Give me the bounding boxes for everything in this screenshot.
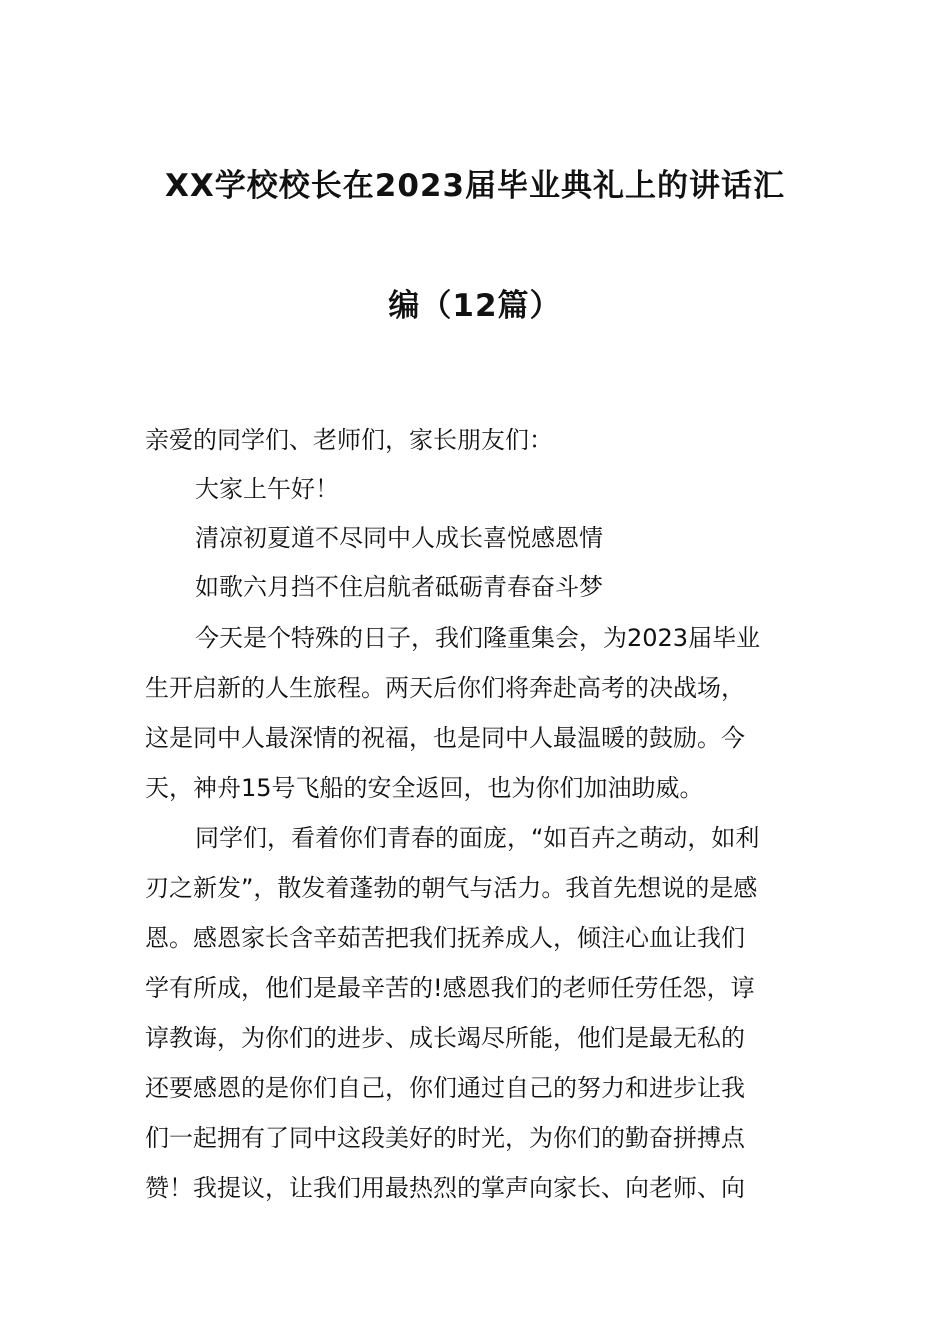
body-text-line: 这是同中人最深情的祝福，也是同中人最温暖的鼓励。今 — [145, 724, 745, 752]
salutation-line: 亲爱的同学们、老师们，家长朋友们： — [145, 426, 553, 454]
verse-line-2: 如歌六月挡不住启航者砥砺青春奋斗梦 — [195, 573, 603, 601]
body-text-line: 们一起拥有了同中这段美好的时光，为你们的勤奋拼搏点 — [145, 1124, 745, 1152]
verse-line-1: 清凉初夏道不尽同中人成长喜悦感恩情 — [195, 524, 603, 552]
document-title-line-2: 编（12篇） — [388, 288, 562, 324]
body-text-line: 生开启新的人生旅程。两天后你们将奔赴高考的决战场， — [145, 674, 745, 702]
document-title-line-1: XX学校校长在2023届毕业典礼上的讲话汇 — [164, 168, 786, 204]
body-text-line: 今天是个特殊的日子，我们隆重集会，为2023届毕业 — [195, 624, 761, 652]
body-text-line: 同学们，看着你们青春的面庞，“如百卉之萌动，如利 — [195, 824, 760, 852]
body-text-line: 刃之新发”，散发着蓬勃的朝气与活力。我首先想说的是感 — [145, 874, 758, 902]
body-text-line: 谆教诲，为你们的进步、成长竭尽所能，他们是最无私的 — [145, 1024, 745, 1052]
body-text-line: 恩。感恩家长含辛茹苦把我们抚养成人，倾注心血让我们 — [145, 924, 745, 952]
body-text-line: 赞！我提议，让我们用最热烈的掌声向家长、向老师、向 — [145, 1174, 745, 1202]
body-text-line: 学有所成，他们是最辛苦的!感恩我们的老师任劳任怨，谆 — [145, 974, 755, 1002]
greeting-line: 大家上午好！ — [195, 475, 339, 503]
body-text-line: 天，神舟15号飞船的安全返回，也为你们加油助威。 — [145, 774, 704, 802]
body-text-line: 还要感恩的是你们自己，你们通过自己的努力和进步让我 — [145, 1074, 745, 1102]
